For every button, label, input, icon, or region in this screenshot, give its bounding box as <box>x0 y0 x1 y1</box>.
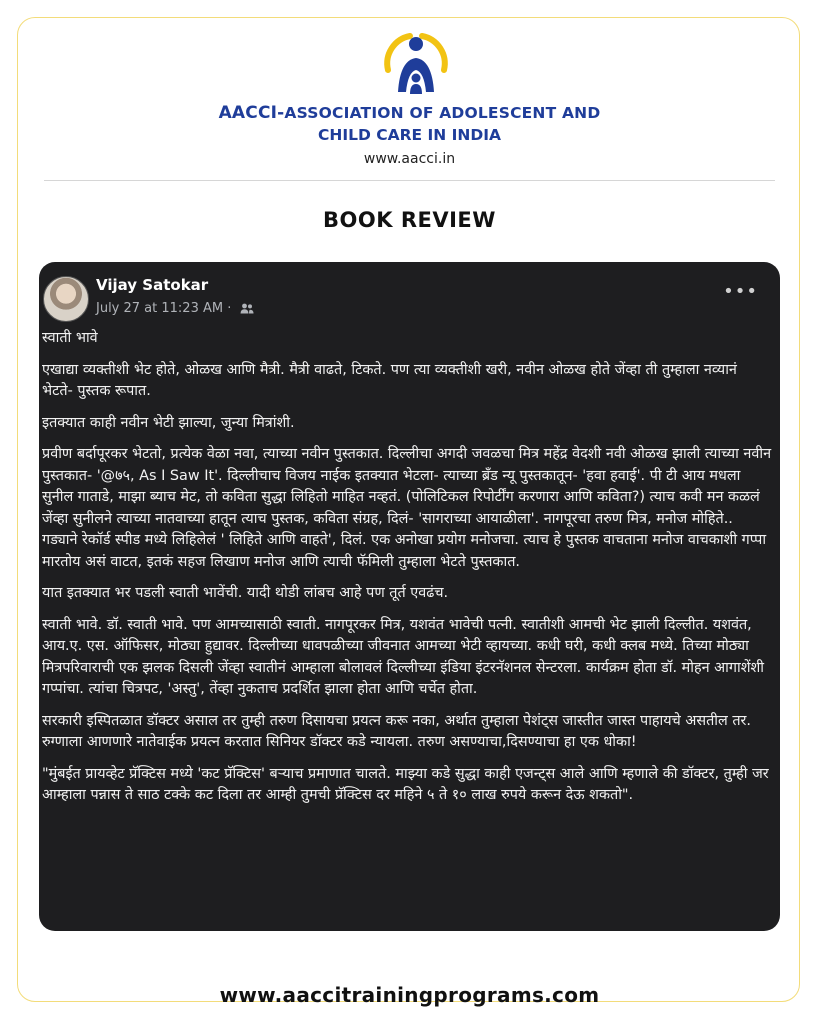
post-paragraph: स्वाती भावे. डॉ. स्वाती भावे. पण आमच्यासाठी स्वाती. नागपूरकर मित्र, यशवंत भावेची पत्नी. स्वातीशी आमची भेट झाली दिल्लीत. यशवंत, आय.ए. एस. ऑफिसर, मोठ्या हुद्यावर. दिल्लीच्या धावपळीच्या जीवनात आमच्या भेटी व्हायच्या. कधी घरी, कधी क्लब मध्ये. तिच्या मोठ्या मित्रपरिवाराची एक झलक दिसली जेंव्हा स्वातीनं आम्हाला बोलावलं दिल्लीच्या इंडिया इंटरनॅशनल सेन्टरला. कार्यक्रम होता डॉ. मोहन आगाशेंशी गप्पांचा. त्यांचा चित्रपट, 'अस्तु', तेंव्हा नुकताच प्रदर्शित झाला होता आणि चर्चेत होता. <box>42 616 765 697</box>
post-paragraph: एखाद्या व्यक्तीशी भेट होते, ओळख आणि मैत्री. मैत्री वाढते, टिकते. पण त्या व्यक्तीशी खरी, नवीन ओळख होते जेंव्हा ती तुम्हाला नव्यानं भेटते- पुस्तक रूपात. <box>42 361 737 399</box>
friends-icon <box>240 303 254 314</box>
post-body <box>42 328 772 817</box>
facebook-post <box>39 262 780 931</box>
post-paragraph: यात इतक्यात भर पडली स्वाती भावेंची. यादी थोडी लांबच आहे पण तूर्त एवढंच. <box>42 585 449 601</box>
post-timestamp[interactable]: July 27 at 11:23 AM <box>96 301 224 316</box>
post-meta <box>96 301 254 316</box>
org-website-link[interactable]: www.aacci.in <box>363 151 456 167</box>
section-title: BOOK REVIEW <box>323 208 496 232</box>
post-paragraph: "मुंबईत प्रायव्हेट प्रॅक्टिस मध्ये 'कट प्रॅक्टिस' बऱ्याच प्रमाणात चालते. माझ्या कडे सुद्धा काही एजन्ट्स आले आणि म्हणाले की डॉक्टर, तुम्ही जर आम्हाला पन्नास ते साठ टक्के कट दिला तर आम्ही तुमची प्रॅक्टिस दर महिने ५ ते १० लाख रुपये करून देऊ शकतो". <box>42 765 769 803</box>
org-name-first: ASSOCIATION OF ADOLESCENT AND <box>284 104 601 122</box>
post-author[interactable]: Vijay Satokar <box>96 276 209 294</box>
post-paragraph: स्वाती भावे <box>42 330 98 346</box>
footer-website-link[interactable]: www.aaccitrainingprograms.com <box>219 983 600 1007</box>
family-care-logo-icon <box>374 30 458 100</box>
org-name-line2: CHILD CARE IN INDIA <box>317 126 502 144</box>
post-paragraph: प्रवीण बर्दापूरकर भेटतो, प्रत्येक वेळा नवा, त्याच्या नवीन पुस्तकात. दिल्लीचा अगदी जवळचा मित्र महेंद्र वेदशी नवी ओळख झाली त्याच्या नवीन पुस्तकात- '@७५, As I Saw It'. दिल्लीचाच विजय नाईक इतक्यात भेटला- त्याच्या ब्रँड न्यू पुस्तकातून- 'हवा हवाई'. पी टी आय मधला सुनील गाताडे, माझा ब्याच मेट, तो कविता सुद्धा लिहितो माहित नव्हतं. (पोलिटिकल रिपोर्टींग करणारा आणि कविता?) त्याच कवी मन कळलं जेंव्हा सुनीलने त्याच्या नातवाच्या हातून त्याच पुस्तक, कविता संग्रह, दिलं- 'सागराच्या आयाळीला'. नागपूरचा तरुण मित्र, मनोज मोहिते.. गड्याने रेकॉर्ड स्पीड मध्ये लिहिलेलं ' लिहिते आणि वाहते', दिलं. एक अनोखा प्रयोग मनोजचा. त्याच हे पुस्तक वाचताना मनोज वाचकाशी गप्पा मारतोय असं वाटत, इतकं सहज लिखाण मनोज आणि त्याची फॅमिली तुम्हाला भेटते पुस्तकात. <box>42 446 772 570</box>
avatar[interactable] <box>43 276 89 322</box>
org-name-line1 <box>0 103 819 123</box>
header-divider <box>44 180 775 181</box>
meta-separator: · <box>223 301 236 316</box>
org-abbr: AACCI- <box>218 103 285 123</box>
post-paragraph: इतक्यात काही नवीन भेटी झाल्या, जुन्या मित्रांशी. <box>42 414 295 431</box>
more-options-icon[interactable]: ••• <box>723 281 758 302</box>
post-paragraph: सरकारी इस्पितळात डॉक्टर असाल तर तुम्ही तरुण दिसायचा प्रयत्न करू नका, अर्थात तुम्हाला पेशंट्स जास्तीत जास्त पाहायचे असतील तर. रुग्णाला आणणारे नातेवाईक प्रयत्न करतात सिनियर डॉक्टर कडे न्यायला. तरुण असण्याचा,दिसण्याचा हा एक धोका! <box>42 712 751 750</box>
